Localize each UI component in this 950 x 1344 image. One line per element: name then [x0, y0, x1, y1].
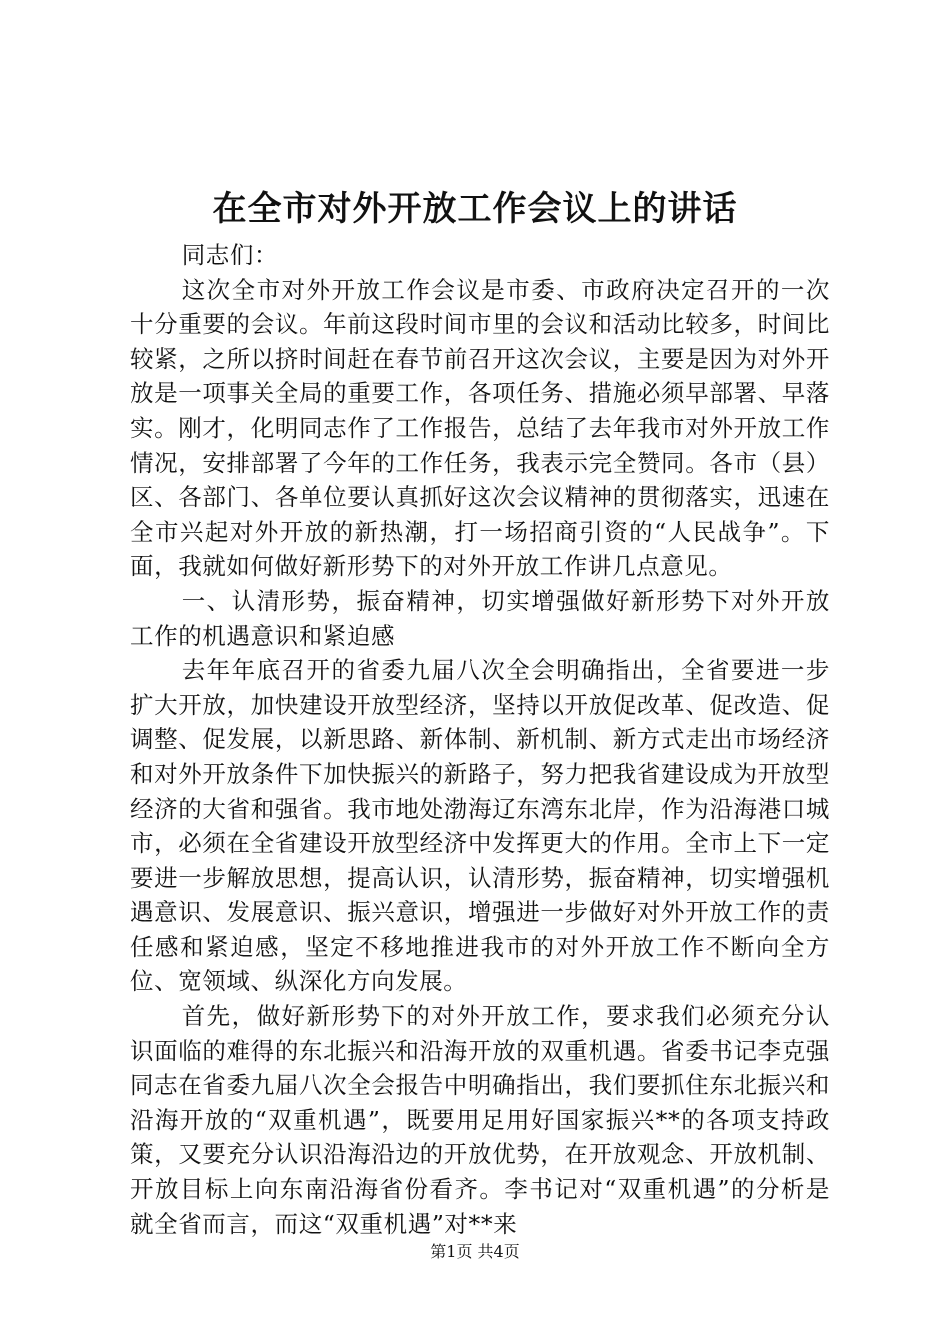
document-body: [130, 238, 830, 1241]
salutation-paragraph: 同志们：: [181, 241, 279, 269]
body-paragraph: 去年年底召开的省委九届八次全会明确指出，全省要进一步扩大开放，加快建设开放型经济，坚持以开放促改革、促改造、促调整、促发展，以新思路、新体制、新机制、新方式走出市场经济和对外开放条件下加快振兴的新路子，努力把我省建设成为开放型经济的大省和强省。我市地处渤海辽东湾东北岸，作为沿海港口城市，必须在全省建设开放型经济中发挥更大的作用。全市上下一定要进一步解放思想，提高认识，认清形势，振奋精神，切实增强机遇意识、发展意识、振兴意识，增强进一步做好对外开放工作的责任感和紧迫感，坚定不移地推进我市的对外开放工作不断向全方位、宽领域、纵深化方向发展。: [130, 656, 830, 996]
intro-paragraph: 这次全市对外开放工作会议是市委、市政府决定召开的一次十分重要的会议。年前这段时间市里的会议和活动比较多，时间比较紧，之所以挤时间赶在春节前召开这次会议，主要是因为对外开放是一项事关全局的重要工作，各项任务、措施必须早部署、早落实。刚才，化明同志作了工作报告，总结了去年我市对外开放工作情况，安排部署了今年的工作任务，我表示完全赞同。各市（县）区、各部门、各单位要认真抓好这次会议精神的贯彻落实，迅速在全市兴起对外开放的新热潮，打一场招商引资的“人民战争”。下面，我就如何做好新形势下的对外开放工作讲几点意见。: [130, 275, 830, 581]
page-number-footer: 第1页 共4页: [430, 1242, 520, 1261]
section-heading-1: 一、认清形势，振奋精神，切实增强做好新形势下对外开放工作的机遇意识和紧迫感: [130, 586, 830, 650]
document-title: 在全市对外开放工作会议上的讲话: [212, 189, 738, 229]
body-paragraph: 首先，做好新形势下的对外开放工作，要求我们必须充分认识面临的难得的东北振兴和沿海开放的双重机遇。省委书记李克强同志在省委九届八次全会报告中明确指出，我们要抓住东北振兴和沿海开放的“双重机遇”，既要用足用好国家振兴**的各项支持政策，又要充分认识沿海沿边的开放优势，在开放观念、开放机制、开放目标上向东南沿海省份看齐。李书记对“双重机遇”的分析是就全省而言，而这“双重机遇”对**来: [130, 1002, 830, 1238]
